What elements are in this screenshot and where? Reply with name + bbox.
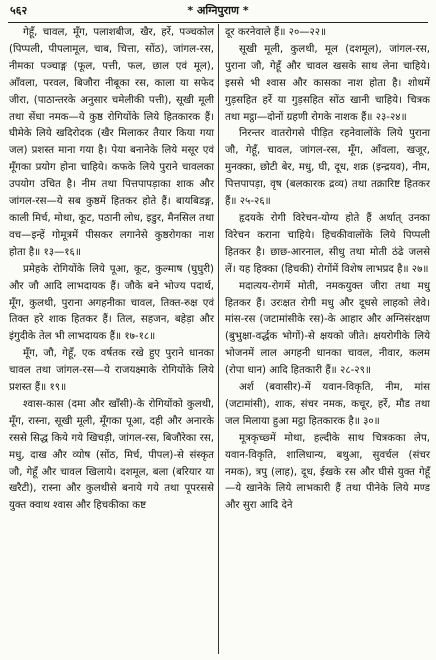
- column-divider: [218, 24, 219, 654]
- paragraph: श्वास-कास (दमा और खाँसी)-के रोगियोंको कुलथी, मूँग, रास्ना, सूखी मूली, मूँगका पूआ, दही और अनारके रससे सिद्ध किये गये खिचड़ी, जांगल-रस, बिजौरेका रस, मधु, दाख और व्योष (सोंठ, मिर्च, पीपल)-से संस्कृत जौ, गेहूँ और चावल खिलाये। दशमूल, बला (बरियार या खरैटी), रास्ना और कुलथीसे बनाये गये तथा पूपरससे युक्त क्वाथ श्वास और हिचकीका कष्ट: [9, 398, 214, 512]
- header-rule: [8, 22, 428, 23]
- right-column: [225, 25, 430, 515]
- page-header: [0, 0, 436, 22]
- paragraph: निरन्तर वातरोगसे पीड़ित रहनेवालोंके लिये पुराना जौ, गेहूँ, चावल, जांगल-रस, मूँग, आँवला, खजूर, मुनक्का, छोटी बेर, मधु, घी, दूध, शक्र (इन्द्रयव), नीम, पित्तपापड़ा, वृष (बलकारक द्रव्य) तथा तक्रारिष्ट हितकर हैं॥ २५-२६॥: [225, 128, 430, 208]
- running-title: * अग्निपुराण *: [187, 4, 249, 17]
- paragraph: हृदयके रोगी विरेचन-योग्य होते हैं अर्थात् उनका विरेचन कराना चाहिये। हिचकीवालोंके लिये पिप्पली हितकर है। छाछ-आरनाल, सीधु तथा मोती ठंढे जलसे लें। यह हिक्का (हिचकी) रोगोंमें विशेष लाभप्रद है॥ २७॥: [225, 212, 430, 275]
- paragraph: मूत्रकृच्छ्में मोथा, हल्दीके साथ चित्रकका लेप, यवान-विकृति, शालिधान्य, बथुआ, सुवर्चल (संचर नमक), त्रपु (लाह), दूध, ईखके रस और घीसे युक्त गेहूँ—ये खानेके लिये लाभकारी हैं तथा पीनेके लिये मण्ड और सुरा आदि देने: [225, 432, 430, 512]
- paragraph: प्रमेहके रोगियोंके लिये पूआ, कूट, कुल्माष (घुघुरी) और जौ आदि लाभदायक हैं। जौके बने भोज्य पदार्थ, मूँग, कुलथी, पुराना अगहनीका चावल, तिक्त-रुक्ष एवं तिक्त हरे शाक हितकर हैं। तिल, सहजन, बहेड़ा और इंगुदीके तेल भी लाभदायक हैं॥ १७-१८॥: [9, 263, 214, 343]
- paragraph: मूँग, जौ, गेहूँ, एक वर्षतक रखे हुए पुराने धानका चावल तथा जांगल-रस—ये राजयक्ष्माके रोगियोंके लिये प्रशस्त हैं॥ १९॥: [9, 348, 214, 394]
- paragraph: अर्श (बवासीर)-में यवान-विकृति, नीम, मांस (जटामांसी), शाक, संचर नमक, कचूर, हर्रे, मौड तथा जल मिलाया हुआ मट्ठा हितकारक है॥ ३०॥: [225, 382, 430, 427]
- paragraph: दूर करनेवाले हैं॥ २०—२२॥: [225, 27, 327, 38]
- paragraph: गेहूँ, चावल, मूँग, पलाशबीज, खैर, हर्रे, पञ्चकोल (पिप्पली, पीपलामूल, चाब, चित्ता, सोंठ), जांगल-रस, नीमका पञ्चाङ्ग (फूल, पत्ती, फल, छाल एवं मूल), आँवला, परवल, बिजौरा नीबूका रस, काला या सफेद जीरा, (पाठान्तरके अनुसार चमेलीकी पत्ती), सूखी मूली तथा सेंधा नमक—ये कुष्ठ रोगियोंके लिये हितकारक हैं। घीमेके लिये खदिरोदक (खैर मिलाकर तैयार किया गया जल) प्रशस्त माना गया है। पेया बनानेके लिये मसूर एवं मूँगका प्रयोग होना चाहिये। कफके लिये पुराने चावलका उपयोग उचित है। नीम तथा पित्तपापड़ाका शाक और जांगल-रस—ये सब कुष्ठमें हितकर होते हैं। बायबिडङ्ग, काली मिर्च, मोथा, कूट, पठानी लोध, इडुर, मैनसिल तथा वच—इन्हें गोमूत्रमें पीसकर लगानेसे कुष्ठरोगका नाश होता है॥ १३—१६॥: [9, 27, 214, 258]
- paragraph: सूखी मूली, कुलथी, मूल (दशमूल), जांगल-रस, पुराना जौ, गेहूँ और चावल खसके साथ लेना चाहिये। इससे भी श्वास और कासका नाश होता है। शोथमें गुड़सहित हर्रे या गुड़सहित सोंठ खानी चाहिये। चित्रक तथा मट्ठा—दोनों ग्रहणी रोगके नाशक हैं॥ २३-२४॥: [225, 43, 430, 123]
- page-number: ५६२: [10, 4, 28, 17]
- paragraph: मदात्यय-रोगमें मोती, नमकयुक्त जीरा तथा मधु हितकर हैं। उरःक्षत रोगी मधु और दूधसे लाहको लेवे। मांस-रस (जटामांसीके रस)-के आहार और अग्निसंरक्षण (बुभुक्षा-वर्द्धक भोगों)-से क्षयको जीते। क्षयरोगीके लिये भोजनमें लाल अगहनी धानका चावल, नीवार, कलम (रोपा धान) आदि हितकारी हैं॥ २८-२९॥: [225, 280, 430, 377]
- left-column: [9, 25, 214, 515]
